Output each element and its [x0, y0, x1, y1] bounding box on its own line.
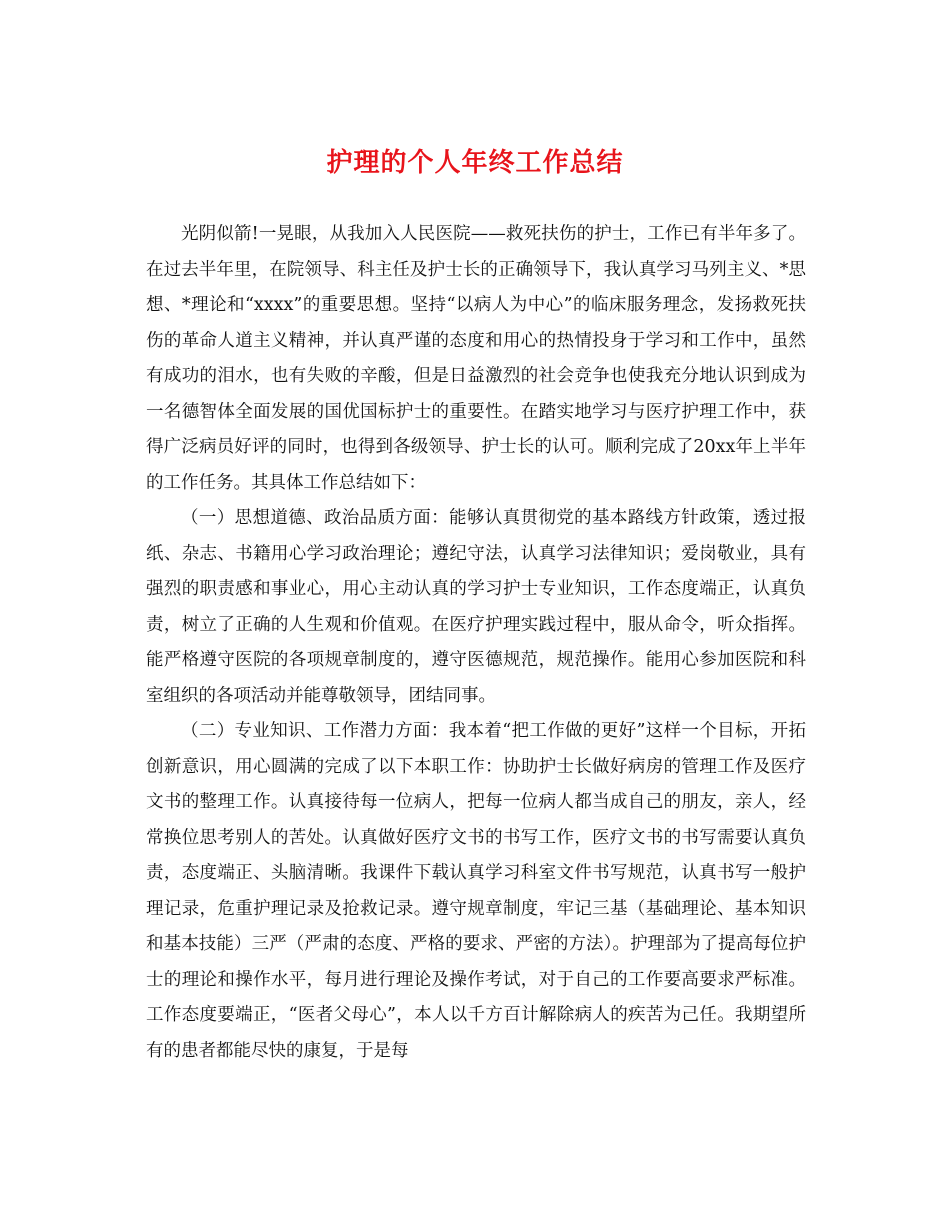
paragraph-professional-knowledge: （二）专业知识、工作潜力方面：我本着“把工作做的更好”这样一个目标，开拓创新意识，用心圆满的完成了以下本职工作：协助护士长做好病房的管理工作及医疗文书的整理工作。认真接待每一位病人，把每一位病人都当成自己的朋友，亲人，经常换位思考别人的苦处。认真做好医疗文书的书写工作，医疗文书的书写需要认真负责，态度端正、头脑清晰。我课件下载认真学习科室文件书写规范，认真书写一般护理记录，危重护理记录及抢救记录。遵守规章制度，牢记三基（基础理论、基本知识和基本技能）三严（严肃的态度、严格的要求、严密的方法）。护理部为了提高每位护士的理论和操作水平，每月进行理论及操作考试，对于自己的工作要高要求严标准。工作态度要端正，“医者父母心”，本人以千方百计解除病人的疾苦为己任。我期望所有的患者都能尽快的康复，于是每 — [146, 721, 806, 1061]
document-body — [146, 217, 806, 1069]
paragraph-political-quality: （一）思想道德、政治品质方面：能够认真贯彻党的基本路线方针政策，透过报纸、杂志、书籍用心学习政治理论；遵纪守法，认真学习法律知识；爱岗敬业，具有强烈的职责感和事业心，用心主动认真的学习护士专业知识，工作态度端正，认真负责，树立了正确的人生观和价值观。在医疗护理实践过程中，服从命令，听众指挥。能严格遵守医院的各项规章制度的，遵守医德规范，规范操作。能用心参加医院和科室组织的各项活动并能尊敬领导，团结同事。 — [146, 508, 806, 706]
paragraph-intro: 光阴似箭!一晃眼，从我加入人民医院——救死扶伤的护士，工作已有半年多了。在过去半年里，在院领导、科主任及护士长的正确领导下，我认真学习马列主义、*思想、*理论和“xxxx”的重要思想。坚持“以病人为中心”的临床服务理念，发扬救死扶伤的革命人道主义精神，并认真严谨的态度和用心的热情投身于学习和工作中，虽然有成功的泪水，也有失败的辛酸，但是日益激烈的社会竞争也使我充分地认识到成为一名德智体全面发展的国优国标护士的重要性。在踏实地学习与医疗护理工作中，获得广泛病员好评的同时，也得到各级领导、护士长的认可。顺利完成了20xx年上半年的工作任务。其具体工作总结如下： — [146, 224, 806, 493]
document-title: 护理的个人年终工作总结 — [326, 148, 624, 178]
